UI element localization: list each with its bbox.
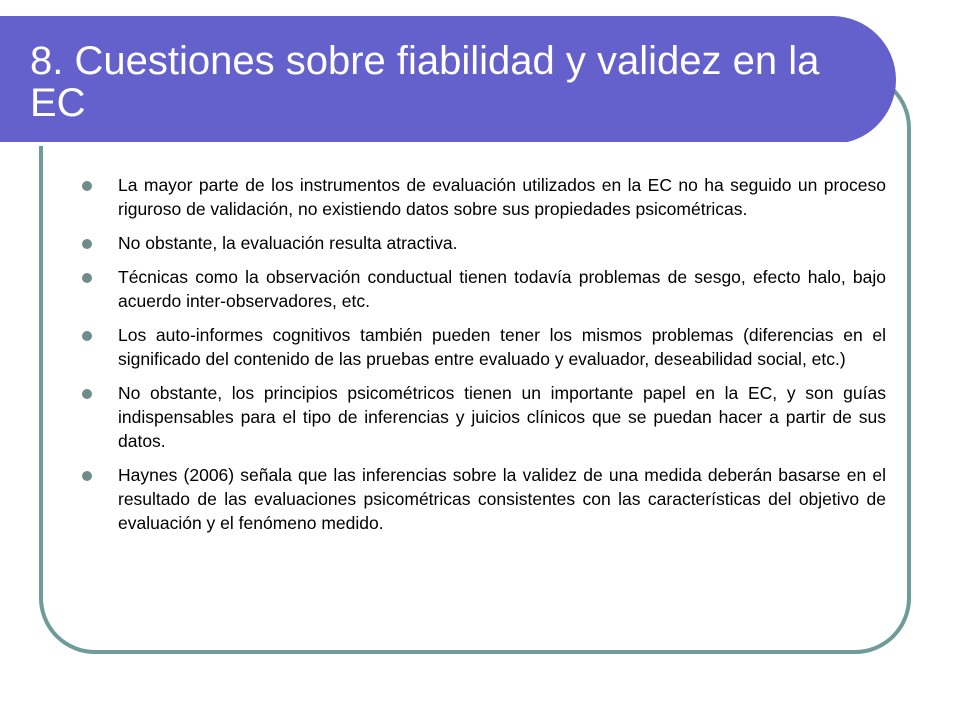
bullet-dot-icon <box>82 331 92 341</box>
bullet-text: Los auto-informes cognitivos también pueden tener los mismos problemas (diferencias en el significado del contenido de las pruebas entre evaluado y evaluador, deseabilidad social, etc.) <box>118 325 886 369</box>
bullet-item <box>76 265 886 313</box>
title-underline <box>0 142 846 146</box>
bullet-dot-icon <box>82 239 92 249</box>
bullet-item <box>76 463 886 535</box>
bullet-text: Técnicas como la observación conductual tienen todavía problemas de sesgo, efecto halo, bajo acuerdo inter-observadores, etc. <box>118 267 886 311</box>
title-banner <box>0 16 896 144</box>
bullet-text: Haynes (2006) señala que las inferencias sobre la validez de una medida deberán basarse en el resultado de las evaluaciones psicométricas consistentes con las características del objetivo de evaluación y el fenómeno medido. <box>118 465 886 533</box>
bullet-dot-icon <box>82 273 92 283</box>
bullet-item <box>76 231 886 255</box>
bullet-dot-icon <box>82 181 92 191</box>
bullet-text: No obstante, la evaluación resulta atractiva. <box>118 233 458 253</box>
bullet-text: La mayor parte de los instrumentos de evaluación utilizados en la EC no ha seguido un proceso riguroso de validación, no existiendo datos sobre sus propiedades psicométricas. <box>118 175 886 219</box>
bullet-item <box>76 173 886 221</box>
bullet-dot-icon <box>82 389 92 399</box>
bullet-item <box>76 381 886 453</box>
slide-title: 8. Cuestiones sobre fiabilidad y validez en la EC <box>30 39 820 125</box>
bullet-list <box>76 173 886 545</box>
bullet-text: No obstante, los principios psicométricos tienen un importante papel en la EC, y son guías indispensables para el tipo de inferencias y juicios clínicos que se puedan hacer a partir de sus datos. <box>118 383 886 451</box>
bullet-dot-icon <box>82 471 92 481</box>
bullet-item <box>76 323 886 371</box>
